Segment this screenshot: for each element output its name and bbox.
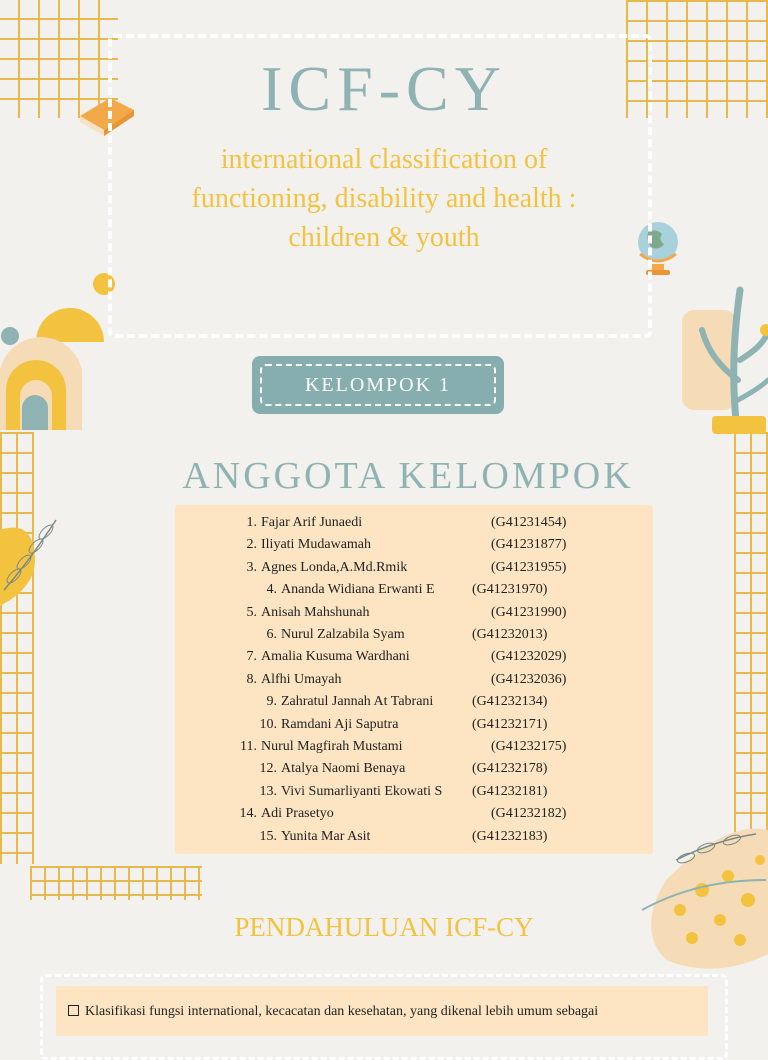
member-id: (G41232029)	[491, 649, 567, 665]
member-number: 3.	[246, 559, 257, 575]
member-row	[175, 739, 653, 761]
members-list	[175, 505, 653, 854]
intro-text: Klasifikasi fungsi international, kecacatan dan kesehatan, yang dikenal lebih umum sebagai	[85, 1004, 599, 1019]
leaf-icon	[0, 510, 60, 610]
member-id: (G41232182)	[491, 806, 567, 822]
member-row	[175, 515, 653, 537]
intro-box	[56, 986, 708, 1036]
member-id: (G41231454)	[491, 515, 567, 530]
arch-decoration	[0, 270, 120, 435]
member-row	[175, 806, 653, 828]
member-name: Alfhi Umayah	[261, 671, 342, 687]
member-row	[175, 537, 653, 559]
subtitle	[130, 140, 638, 257]
member-number: 1.	[246, 515, 257, 530]
member-id: (G41231877)	[491, 537, 567, 553]
member-id: (G41231990)	[491, 604, 567, 620]
member-row	[175, 649, 653, 671]
plant-icon	[680, 270, 768, 436]
group-label: KELOMPOK 1	[260, 364, 496, 406]
subtitle-line: international classification of	[220, 144, 548, 175]
member-name: Adi Prasetyo	[261, 806, 334, 822]
member-id: (G41232183)	[472, 828, 548, 844]
member-row	[175, 560, 653, 582]
member-number: 13.	[259, 783, 277, 799]
member-number: 11.	[240, 739, 257, 754]
member-id: (G41232036)	[491, 671, 567, 687]
member-row	[175, 605, 653, 627]
section-title: PENDAHULUAN ICF-CY	[234, 912, 534, 942]
member-row	[175, 784, 653, 806]
member-number: 2.	[246, 537, 257, 553]
member-id: (G41232178)	[472, 761, 548, 777]
group-badge	[252, 356, 504, 414]
member-row	[175, 761, 653, 783]
grid-decoration-bottom	[30, 866, 202, 900]
member-name: Ananda Widiana Erwanti E	[281, 582, 435, 598]
member-number: 9.	[266, 694, 277, 710]
page-title: ICF-CY	[261, 53, 507, 124]
member-name: Yunita Mar Asit	[281, 828, 371, 844]
checkbox-bullet-icon	[68, 1005, 79, 1016]
member-name: Nurul Magfirah Mustami	[261, 739, 403, 754]
member-number: 7.	[246, 649, 257, 665]
members-heading: ANGGOTA KELOMPOK	[182, 455, 634, 497]
member-id: (G41231970)	[472, 582, 548, 598]
member-id: (G41231955)	[491, 559, 567, 575]
member-name: Zahratul Jannah At Tabrani	[281, 694, 434, 710]
member-name: Vivi Sumarliyanti Ekowati S	[281, 783, 443, 799]
member-number: 14.	[239, 806, 257, 822]
intro-paragraph	[68, 1004, 598, 1020]
member-row	[175, 627, 653, 649]
member-name: Agnes Londa,A.Md.Rmik	[261, 559, 408, 575]
member-row	[175, 672, 653, 694]
member-number: 10.	[259, 716, 277, 732]
member-row	[175, 829, 653, 851]
member-number: 12.	[259, 761, 277, 777]
leaf-pattern-icon	[636, 820, 768, 974]
member-row	[175, 694, 653, 716]
subtitle-line: functioning, disability and health :	[191, 183, 577, 214]
member-id: (G41232171)	[472, 716, 548, 732]
member-id: (G41232013)	[472, 627, 548, 642]
member-name: Nurul Zalzabila Syam	[281, 627, 405, 642]
member-name: Fajar Arif Junaedi	[261, 515, 363, 530]
member-id: (G41232175)	[491, 739, 567, 754]
member-number: 5.	[246, 604, 257, 620]
member-id: (G41232181)	[472, 783, 548, 799]
member-id: (G41232134)	[472, 694, 548, 710]
member-number: 4.	[266, 582, 277, 598]
member-row	[175, 582, 653, 604]
member-name: Atalya Naomi Benaya	[281, 761, 406, 777]
member-number: 8.	[246, 671, 257, 687]
member-name: Amalia Kusuma Wardhani	[261, 649, 410, 665]
member-number: 15.	[259, 828, 277, 844]
member-row	[175, 717, 653, 739]
member-number: 6.	[266, 627, 277, 642]
member-name: Iliyati Mudawamah	[261, 537, 372, 553]
member-name: Ramdani Aji Saputra	[281, 716, 399, 732]
member-name: Anisah Mahshunah	[261, 604, 370, 620]
subtitle-line: children & youth	[288, 222, 480, 253]
